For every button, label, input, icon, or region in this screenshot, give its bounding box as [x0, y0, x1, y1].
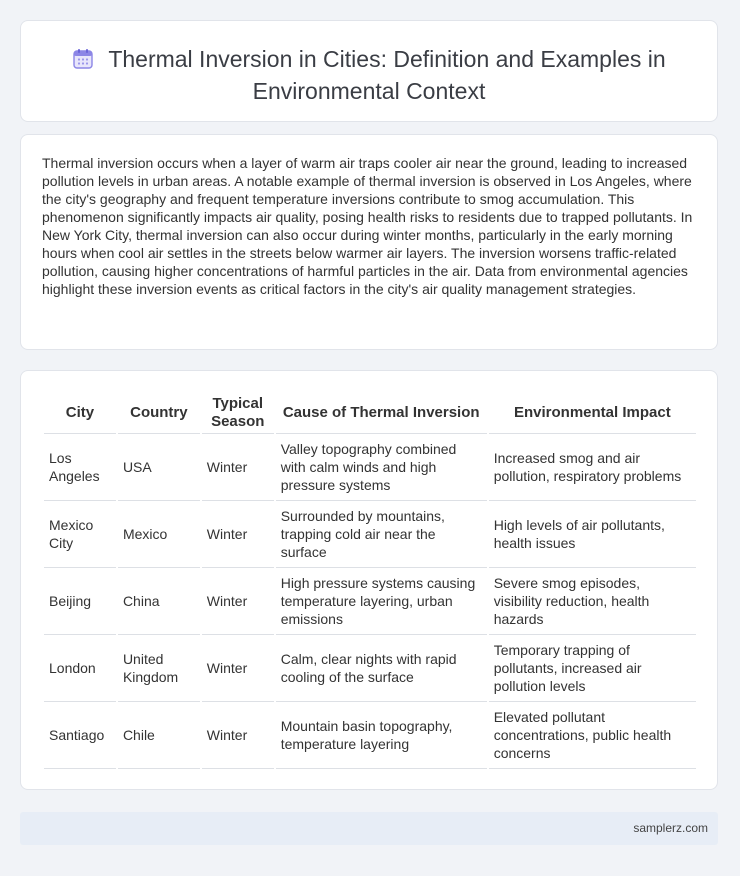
cell-season: Winter: [202, 702, 274, 769]
page-title: Thermal Inversion in Cities: Definition and Examples in Environmental Context: [108, 46, 666, 104]
cell-season: Winter: [202, 635, 274, 702]
cell-city: Mexico City: [44, 501, 116, 568]
cell-city: Santiago: [44, 702, 116, 769]
table-row: [44, 501, 696, 568]
cell-cause: Valley topography combined with calm winds and high pressure systems: [276, 434, 487, 501]
footer-site-link[interactable]: samplerz.com: [633, 821, 708, 835]
table-row: [44, 635, 696, 702]
cell-cause: High pressure systems causing temperature layering, urban emissions: [276, 568, 487, 635]
cell-city: Beijing: [44, 568, 116, 635]
table-card: [20, 370, 718, 790]
intro-paragraph: Thermal inversion occurs when a layer of warm air traps cooler air near the ground, leading to increased pollution levels in urban areas. A notable example of thermal inversion is observed in Los Angeles, where the city's geography and frequent temperature inversions contribute to smog accumulation. This phenomenon significantly impacts air quality, posing health risks to residents due to trapped pollutants. In New York City, thermal inversion can also occur during winter months, particularly in the early morning hours when cool air settles in the streets below warmer air layers. The inversion worsens traffic-related pollution, causing higher concentrations of harmful particles in the air. Data from environmental agencies highlight these inversion events as critical factors in the city's air quality management strategies.: [42, 155, 693, 297]
inversion-table: [42, 393, 698, 769]
header-impact: Environmental Impact: [489, 393, 696, 434]
header-cause: Cause of Thermal Inversion: [276, 393, 487, 434]
cell-city: Los Angeles: [44, 434, 116, 501]
cell-country: Mexico: [118, 501, 200, 568]
calendar-icon: [72, 48, 94, 77]
header-city: City: [44, 393, 116, 434]
cell-cause: Calm, clear nights with rapid cooling of the surface: [276, 635, 487, 702]
cell-season: Winter: [202, 501, 274, 568]
cell-cause: Mountain basin topography, temperature layering: [276, 702, 487, 769]
footer-bar: [20, 812, 718, 845]
cell-cause: Surrounded by mountains, trapping cold air near the surface: [276, 501, 487, 568]
table-row: [44, 434, 696, 501]
cell-country: China: [118, 568, 200, 635]
table-row: [44, 702, 696, 769]
cell-impact: High levels of air pollutants, health issues: [489, 501, 696, 568]
cell-country: Chile: [118, 702, 200, 769]
cell-impact: Increased smog and air pollution, respiratory problems: [489, 434, 696, 501]
intro-card: [20, 134, 718, 350]
table-row: [44, 568, 696, 635]
cell-season: Winter: [202, 568, 274, 635]
header-country: Country: [118, 393, 200, 434]
cell-city: London: [44, 635, 116, 702]
cell-impact: Elevated pollutant concentrations, public health concerns: [489, 702, 696, 769]
cell-country: United Kingdom: [118, 635, 200, 702]
cell-impact: Temporary trapping of pollutants, increased air pollution levels: [489, 635, 696, 702]
table-header-row: [44, 393, 696, 434]
cell-impact: Severe smog episodes, visibility reduction, health hazards: [489, 568, 696, 635]
header-season: Typical Season: [202, 393, 274, 434]
cell-season: Winter: [202, 434, 274, 501]
header-card: [20, 20, 718, 122]
page-title-block: [21, 45, 717, 106]
cell-country: USA: [118, 434, 200, 501]
